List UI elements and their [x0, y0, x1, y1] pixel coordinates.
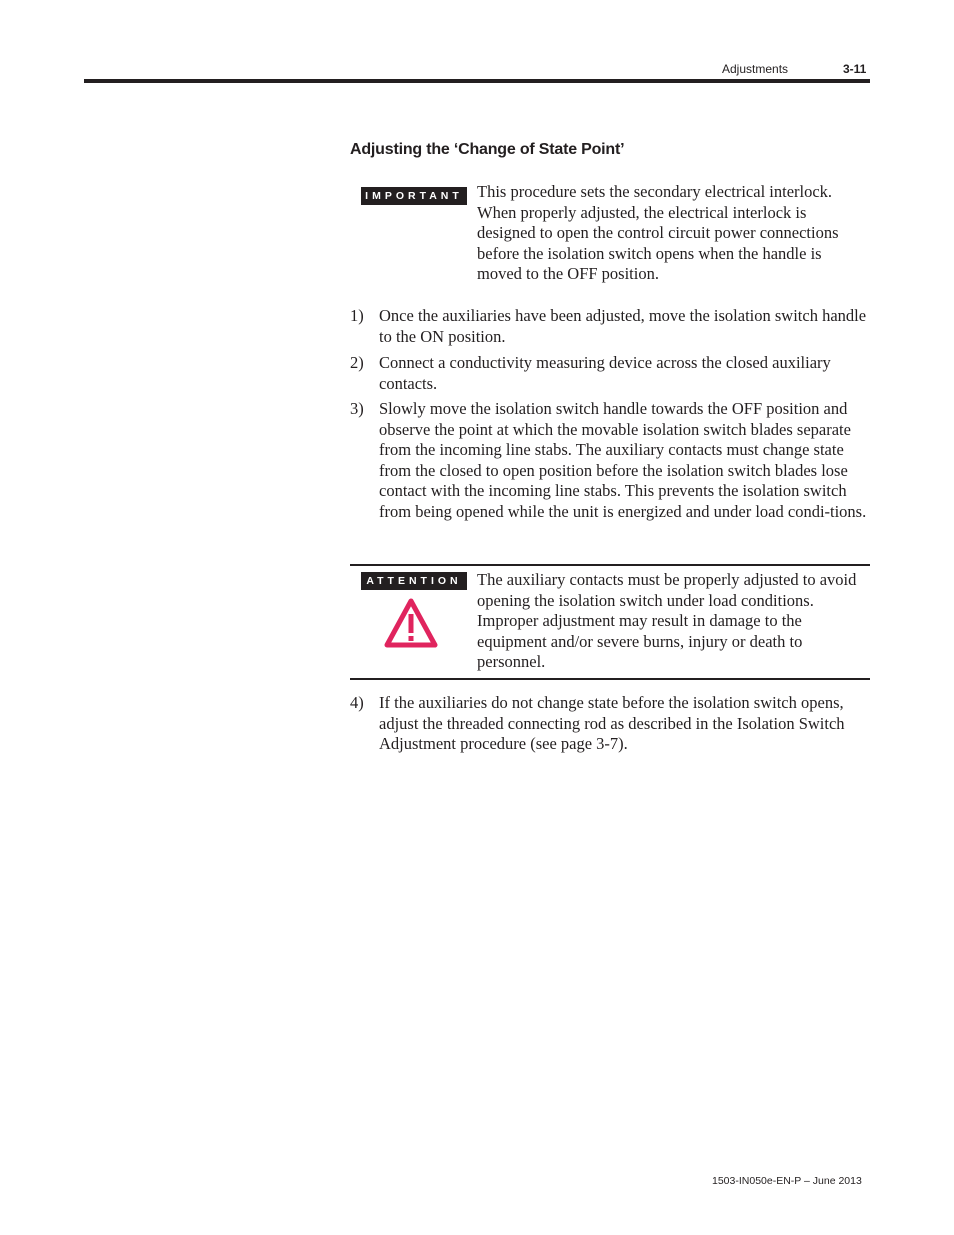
step-number: 4): [350, 693, 364, 712]
step-number: 2): [350, 353, 364, 372]
attention-top-rule: [350, 564, 870, 566]
important-label: IMPORTANT: [361, 187, 467, 205]
section-title: Adjusting the ‘Change of State Point’: [350, 141, 625, 158]
list-item: [350, 693, 870, 755]
header-section-name: Adjustments: [722, 62, 789, 76]
attention-label: ATTENTION: [361, 572, 467, 590]
step-number: 1): [350, 306, 364, 325]
header-page-number: 3-11: [843, 62, 867, 76]
list-item: [350, 399, 870, 523]
footer-document-id: 1503-IN050e-EN-P – June 2013: [712, 1175, 862, 1187]
step-text: If the auxiliaries do not change state before the isolation switch opens, adjust the threaded connecting rod as described in the Isolation Switch Adjustment procedure (see page 3-7).: [379, 693, 845, 754]
attention-bottom-rule: [350, 678, 870, 680]
step-number: 3): [350, 399, 364, 418]
header-rule: [84, 79, 870, 83]
step-text: Slowly move the isolation switch handle towards the OFF position and observe the point at which the movable isolation switch blades separate from the incoming line stabs. The auxiliary contacts must change state from the closed to open position before the isolation switch blades lose contact with the incoming line stabs. This prevents the isolation switch from being opened while the unit is energized and under load condi-tions.: [379, 399, 867, 521]
step-text: Connect a conductivity measuring device across the closed auxiliary contacts.: [379, 353, 831, 393]
warning-triangle-icon: [384, 598, 438, 648]
step-text: Once the auxiliaries have been adjusted, move the isolation switch handle to the ON position.: [379, 306, 867, 346]
important-text: This procedure sets the secondary electrical interlock. When properly adjusted, the electrical interlock is designed to open the control circuit power connections before the isolation switch opens when the handle is moved to the OFF position.: [477, 182, 839, 284]
list-item: [350, 353, 870, 394]
list-item: [350, 306, 870, 347]
attention-text: The auxiliary contacts must be properly adjusted to avoid opening the isolation switch under load conditions. Improper adjustment may result in damage to the equipment and/or severe burns, injury or death to personnel.: [477, 570, 857, 672]
